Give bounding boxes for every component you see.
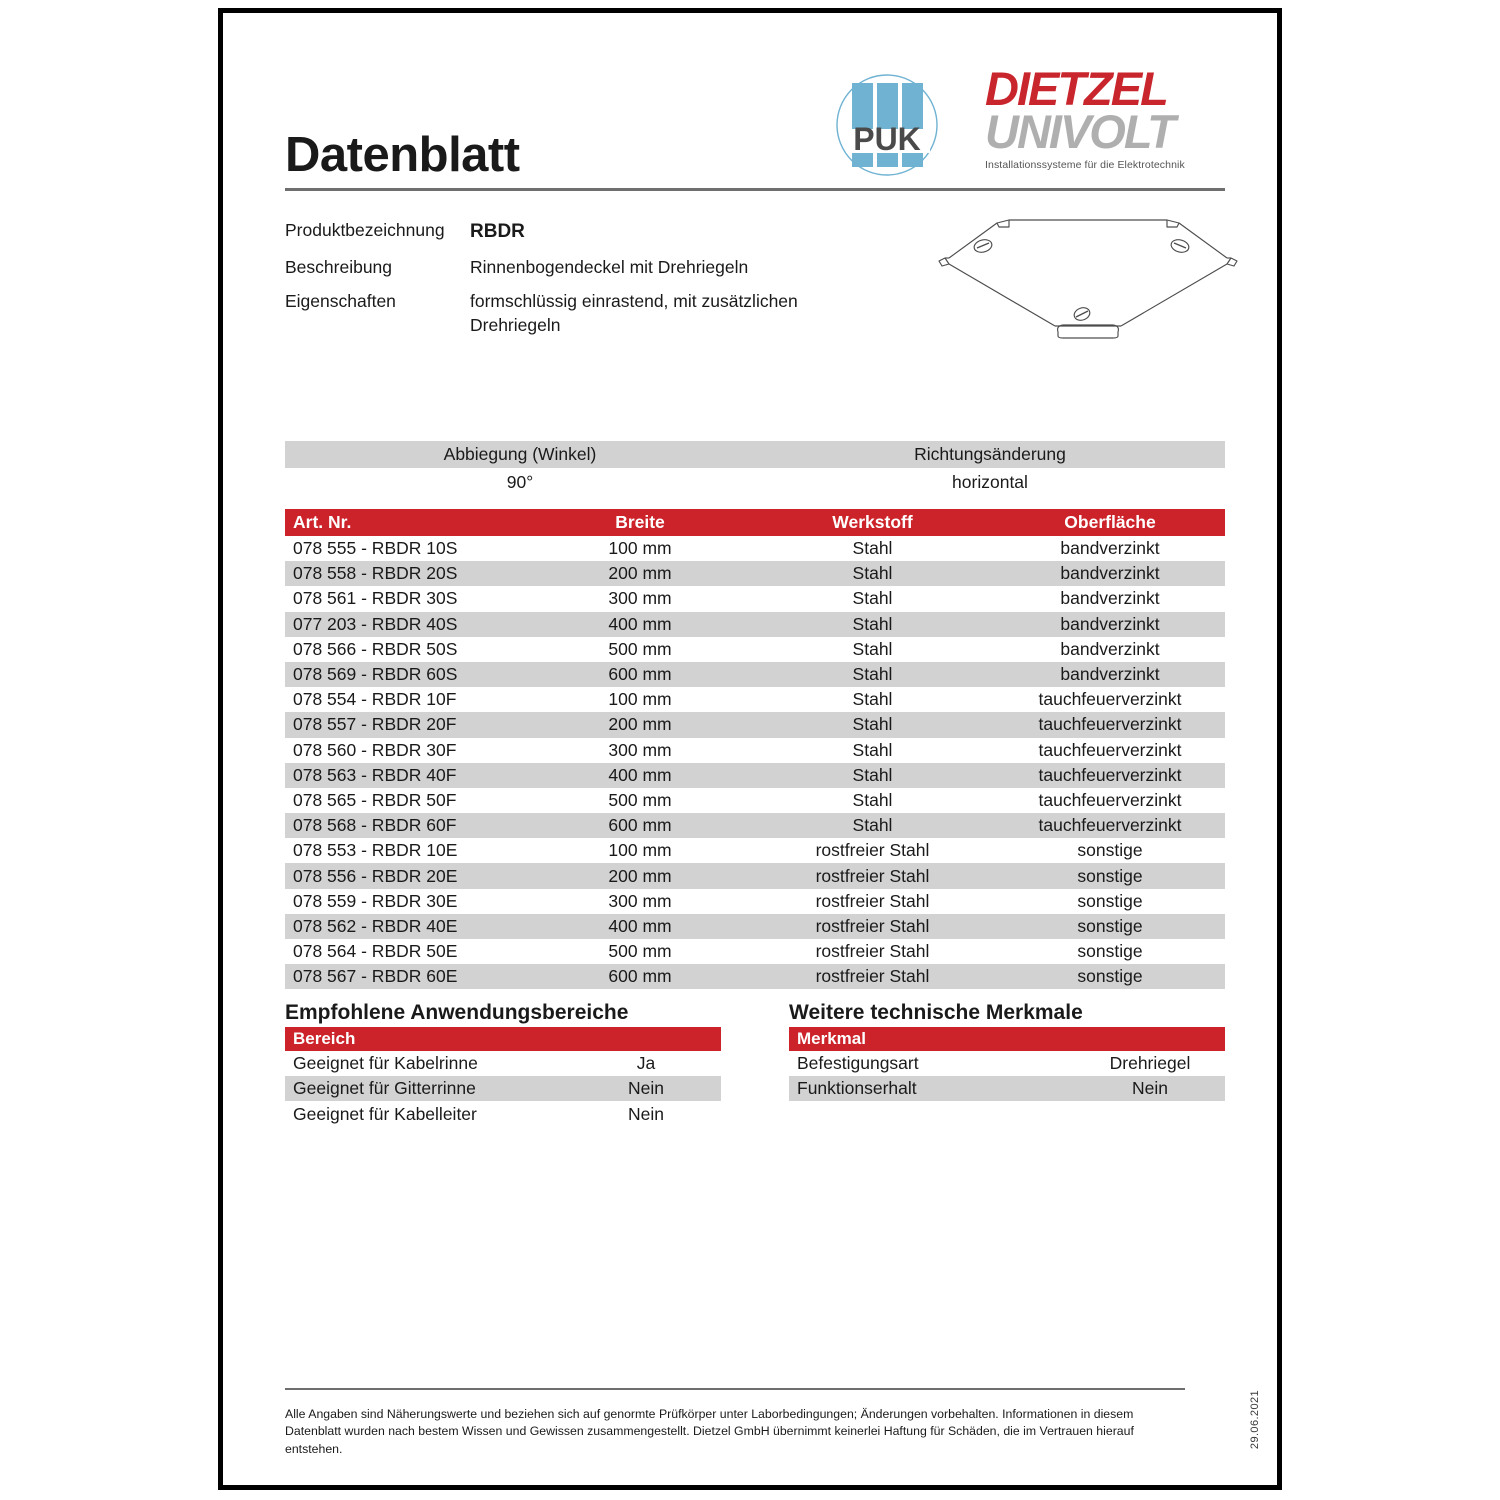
footer-disclaimer: Alle Angaben sind Näherungswerte und beziehen sich auf genormte Prüfkörper unter Laborbedingungen; Änderungen vorbehalten. Informationen in diesem Datenblatt wurden nach bestem Wissen und Gewissen zusammengestellt. Dietzel GmbH übernimmt keinerlei Haftung für Schäden, die im Vertrauen hierauf entstehen.	[285, 1406, 1134, 1457]
column-header-art-nr: Art. Nr.	[293, 512, 352, 532]
footer	[285, 1388, 1225, 1459]
page-frame	[218, 8, 1282, 1490]
technical-features-body	[789, 1051, 1225, 1101]
product-info	[285, 219, 845, 349]
cell-art-nr: 078 554 - RBDR 10F	[293, 689, 457, 710]
cell-werkstoff: Stahl	[852, 563, 893, 584]
cell-oberflaeche: tauchfeuerverzinkt	[1038, 815, 1182, 836]
cell-art-nr: 078 567 - RBDR 60E	[293, 966, 458, 987]
puk-logo-icon	[833, 71, 941, 179]
cell-werkstoff: Stahl	[852, 588, 893, 609]
svg-text:PUK: PUK	[853, 121, 921, 157]
univolt-wordmark: UNIVOLT	[985, 105, 1174, 159]
cell-art-nr: 078 553 - RBDR 10E	[293, 840, 458, 861]
table-row	[285, 586, 1225, 611]
dietzel-univolt-logo	[985, 62, 1230, 192]
bottom-sections	[285, 1001, 1225, 1127]
cell-werkstoff: Stahl	[852, 664, 893, 685]
cell-breite: 600 mm	[608, 815, 672, 836]
product-info-label: Produktbezeichnung	[285, 220, 445, 240]
cell-breite: 300 mm	[608, 890, 672, 911]
cell-oberflaeche: sonstige	[1077, 865, 1143, 886]
table-row	[285, 914, 1225, 939]
cell-art-nr: 078 559 - RBDR 30E	[293, 890, 458, 911]
table-row	[285, 561, 1225, 586]
cell-art-nr: 078 564 - RBDR 50E	[293, 941, 458, 962]
column-header-breite: Breite	[615, 512, 665, 532]
application-areas-title: Empfohlene Anwendungsbereiche	[285, 1001, 629, 1024]
table-row	[285, 788, 1225, 813]
dietzel-wordmark: DIETZEL	[985, 62, 1167, 115]
cell-breite: 400 mm	[608, 764, 672, 785]
cell-oberflaeche: sonstige	[1077, 966, 1143, 987]
cell-breite: 100 mm	[608, 689, 672, 710]
cell-werkstoff: rostfreier Stahl	[815, 915, 930, 936]
article-table-body	[285, 536, 1225, 989]
product-info-row	[285, 219, 845, 245]
table-row	[285, 889, 1225, 914]
cell-breite: 400 mm	[608, 915, 672, 936]
cell-art-nr: 078 563 - RBDR 40F	[293, 764, 457, 785]
cell-werkstoff: Stahl	[852, 638, 893, 659]
table-row	[285, 863, 1225, 888]
logo-block	[833, 61, 1233, 191]
technical-row-value: Nein	[1132, 1078, 1168, 1099]
spec-table	[285, 441, 1225, 496]
cell-oberflaeche: bandverzinkt	[1060, 588, 1160, 609]
spec-header-abbiegung: Abbiegung (Winkel)	[443, 444, 597, 464]
brand-tagline: Installationssysteme für die Elektrotechnik	[985, 159, 1185, 172]
cell-art-nr: 078 568 - RBDR 60F	[293, 815, 457, 836]
cell-oberflaeche: sonstige	[1077, 890, 1143, 911]
table-row	[285, 738, 1225, 763]
cell-werkstoff: Stahl	[852, 714, 893, 735]
table-row	[285, 536, 1225, 561]
product-info-value: formschlüssig einrastend, mit zusätzlichen Drehriegeln	[470, 291, 798, 335]
footer-date-stamp: 29.06.2021	[1249, 1389, 1261, 1449]
technical-row-value: Drehriegel	[1109, 1053, 1191, 1074]
cell-art-nr: 078 555 - RBDR 10S	[293, 538, 458, 559]
table-row	[285, 939, 1225, 964]
product-info-label: Beschreibung	[285, 256, 393, 277]
technical-features-column-header: Merkmal	[789, 1027, 1225, 1051]
table-row	[285, 763, 1225, 788]
application-row	[285, 1101, 721, 1126]
application-areas-section	[285, 1001, 721, 1127]
application-row-label: Geeignet für Kabelleiter	[293, 1103, 477, 1124]
cell-breite: 500 mm	[608, 941, 672, 962]
cell-oberflaeche: bandverzinkt	[1060, 664, 1160, 685]
cell-oberflaeche: tauchfeuerverzinkt	[1038, 789, 1182, 810]
application-row-value: Nein	[628, 1103, 664, 1124]
table-row	[285, 838, 1225, 863]
table-row	[285, 964, 1225, 989]
cell-breite: 600 mm	[608, 966, 672, 987]
product-info-row	[285, 256, 845, 280]
cell-werkstoff: Stahl	[852, 689, 893, 710]
cell-breite: 100 mm	[608, 538, 672, 559]
cell-breite: 300 mm	[608, 739, 672, 760]
spec-table-value-row	[285, 468, 1225, 496]
application-row-label: Geeignet für Gitterrinne	[293, 1078, 476, 1099]
application-row	[285, 1076, 721, 1101]
table-row	[285, 712, 1225, 737]
spec-value-richtungsaenderung: horizontal	[952, 471, 1028, 492]
bend-cover-drawing-icon	[923, 198, 1253, 348]
cell-oberflaeche: tauchfeuerverzinkt	[1038, 764, 1182, 785]
spec-value-abbiegung: 90°	[506, 471, 534, 492]
application-row-label: Geeignet für Kabelrinne	[293, 1053, 478, 1074]
table-row	[285, 612, 1225, 637]
technical-row	[789, 1076, 1225, 1101]
article-table	[285, 509, 1225, 989]
cell-oberflaeche: tauchfeuerverzinkt	[1038, 739, 1182, 760]
application-row	[285, 1051, 721, 1076]
cell-werkstoff: Stahl	[852, 764, 893, 785]
cell-art-nr: 078 557 - RBDR 20F	[293, 714, 457, 735]
cell-art-nr: 078 561 - RBDR 30S	[293, 588, 458, 609]
table-row	[285, 637, 1225, 662]
cell-oberflaeche: bandverzinkt	[1060, 638, 1160, 659]
product-info-value: RBDR	[470, 221, 525, 242]
cell-werkstoff: Stahl	[852, 613, 893, 634]
technical-row	[789, 1051, 1225, 1076]
cell-oberflaeche: sonstige	[1077, 941, 1143, 962]
footer-divider	[285, 1388, 1185, 1390]
cell-werkstoff: Stahl	[852, 815, 893, 836]
cell-breite: 200 mm	[608, 714, 672, 735]
cell-breite: 100 mm	[608, 840, 672, 861]
cell-art-nr: 078 566 - RBDR 50S	[293, 638, 458, 659]
spec-table-header-row	[285, 441, 1225, 468]
product-info-label: Eigenschaften	[285, 291, 396, 312]
cell-breite: 300 mm	[608, 588, 672, 609]
cell-art-nr: 077 203 - RBDR 40S	[293, 613, 458, 634]
product-info-row	[285, 290, 845, 337]
column-header-werkstoff: Werkstoff	[832, 512, 913, 532]
cell-werkstoff: Stahl	[852, 538, 893, 559]
cell-werkstoff: Stahl	[852, 739, 893, 760]
application-row-value: Nein	[628, 1078, 664, 1099]
cell-breite: 500 mm	[608, 638, 672, 659]
cell-oberflaeche: bandverzinkt	[1060, 538, 1160, 559]
cell-oberflaeche: tauchfeuerverzinkt	[1038, 714, 1182, 735]
technical-features-title: Weitere technische Merkmale	[789, 1001, 1083, 1024]
page-title: Datenblatt	[285, 128, 520, 182]
cell-oberflaeche: bandverzinkt	[1060, 613, 1160, 634]
product-info-value: Rinnenbogendeckel mit Drehriegeln	[470, 256, 749, 277]
puk-logo	[833, 71, 941, 179]
cell-breite: 500 mm	[608, 789, 672, 810]
application-areas-body	[285, 1051, 721, 1127]
cell-werkstoff: rostfreier Stahl	[815, 890, 930, 911]
application-row-value: Ja	[636, 1053, 656, 1074]
cell-art-nr: 078 569 - RBDR 60S	[293, 664, 458, 685]
cell-werkstoff: Stahl	[852, 789, 893, 810]
cell-art-nr: 078 556 - RBDR 20E	[293, 865, 458, 886]
cell-werkstoff: rostfreier Stahl	[815, 865, 930, 886]
cell-breite: 600 mm	[608, 664, 672, 685]
technical-row-label: Befestigungsart	[797, 1053, 919, 1074]
cell-werkstoff: rostfreier Stahl	[815, 966, 930, 987]
column-header-oberflaeche: Oberfläche	[1064, 512, 1156, 532]
application-areas-column-header: Bereich	[285, 1027, 721, 1051]
cell-oberflaeche: sonstige	[1077, 840, 1143, 861]
table-row	[285, 662, 1225, 687]
cell-werkstoff: rostfreier Stahl	[815, 941, 930, 962]
cell-breite: 200 mm	[608, 563, 672, 584]
article-table-header	[285, 509, 1225, 536]
spec-header-richtungsaenderung: Richtungsänderung	[914, 444, 1066, 464]
technical-features-section	[789, 1001, 1225, 1127]
cell-art-nr: 078 558 - RBDR 20S	[293, 563, 458, 584]
cell-oberflaeche: sonstige	[1077, 915, 1143, 936]
cell-art-nr: 078 562 - RBDR 40E	[293, 915, 458, 936]
cell-breite: 200 mm	[608, 865, 672, 886]
table-row	[285, 813, 1225, 838]
technical-row-label: Funktionserhalt	[797, 1078, 917, 1099]
cell-art-nr: 078 565 - RBDR 50F	[293, 789, 457, 810]
cell-werkstoff: rostfreier Stahl	[815, 840, 930, 861]
table-row	[285, 687, 1225, 712]
cell-breite: 400 mm	[608, 613, 672, 634]
cell-oberflaeche: bandverzinkt	[1060, 563, 1160, 584]
cell-art-nr: 078 560 - RBDR 30F	[293, 739, 457, 760]
product-drawing	[923, 198, 1253, 348]
page-content	[223, 13, 1277, 1485]
cell-oberflaeche: tauchfeuerverzinkt	[1038, 689, 1182, 710]
